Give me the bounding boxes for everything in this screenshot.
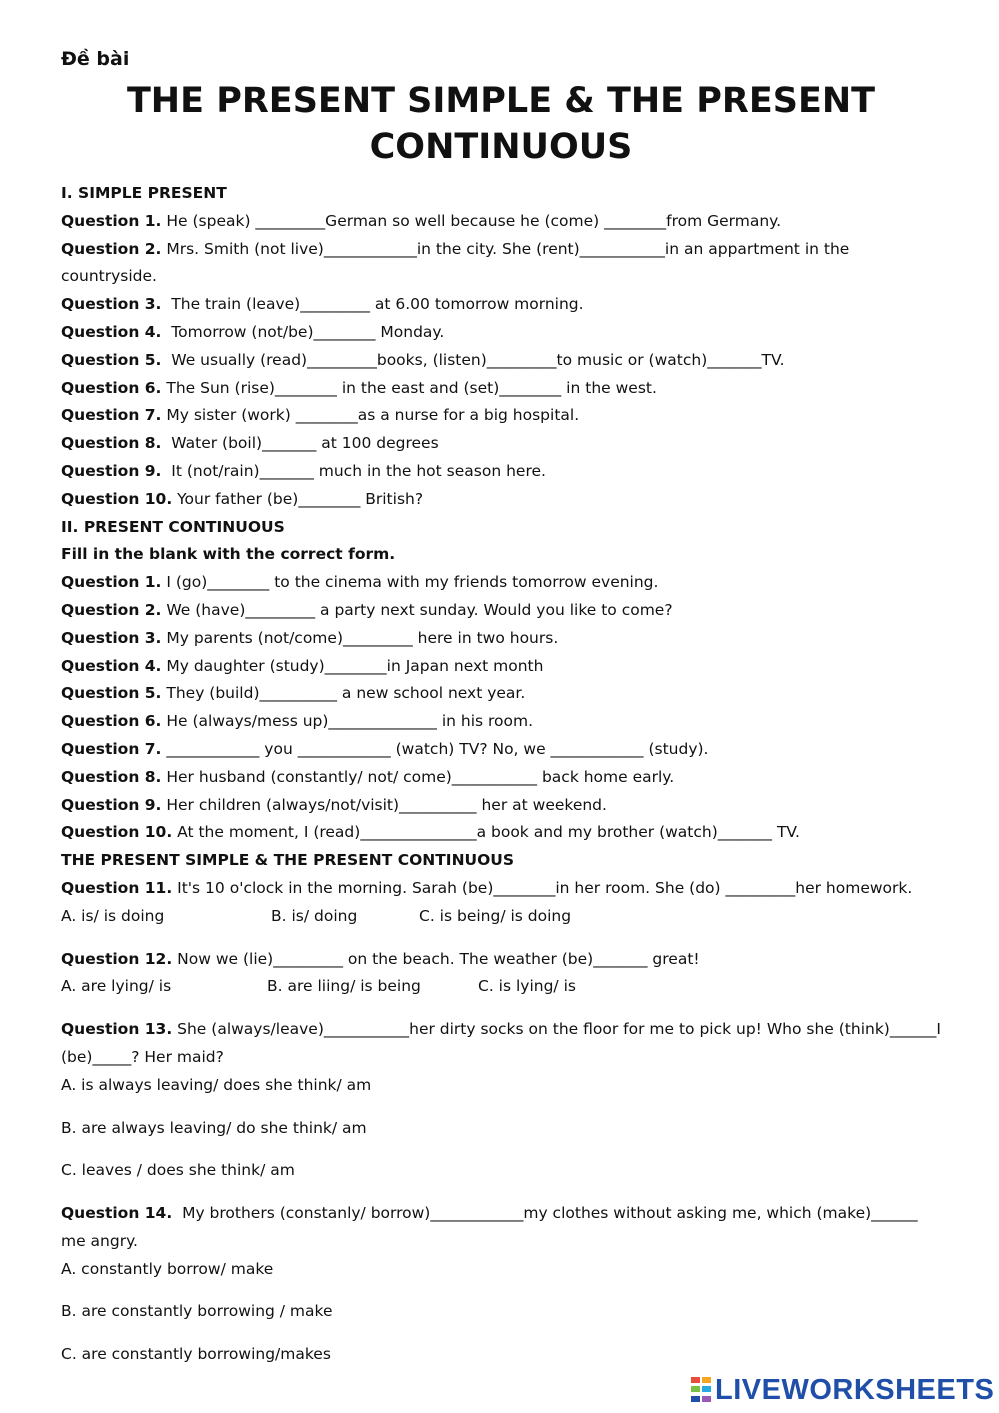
question-text: Her children (always/not/visit)__________ her at weekend.	[161, 795, 607, 814]
question-text: My daughter (study)________in Japan next month	[161, 656, 544, 675]
option-b[interactable]: B. are always leaving/ do she think/ am	[61, 1118, 367, 1137]
question-text: My parents (not/come)_________ here in two hours.	[161, 628, 559, 647]
question-number: Question 13.	[61, 1020, 173, 1039]
present-continuous-question-1	[61, 569, 941, 597]
question-text: Your father (be)________ British?	[172, 489, 424, 508]
option-c[interactable]: C. leaves / does she think/ am	[61, 1161, 295, 1180]
page-title: THE PRESENT SIMPLE & THE PRESENT CONTINUOUS	[126, 81, 876, 167]
question-text: My brothers (constanly/ borrow)____________my clothes without asking me, which (make)______ me angry.	[61, 1204, 923, 1250]
question-text: I (go)________ to the cinema with my friends tomorrow evening.	[161, 573, 659, 592]
question-number: Question 9.	[61, 795, 162, 814]
question-number: Question 10.	[61, 489, 173, 508]
question-number: Question 4.	[61, 322, 162, 341]
simple-present-question-9	[61, 458, 941, 486]
option-c[interactable]: C. is lying/ is	[478, 977, 576, 996]
question-number: Question 5.	[61, 684, 162, 703]
question-text: It (not/rain)_______ much in the hot season here.	[161, 461, 546, 480]
question-text: The Sun (rise)________ in the east and (set)________ in the west.	[161, 378, 657, 397]
simple-present-question-6	[61, 375, 941, 403]
option-a[interactable]: A. is always leaving/ does she think/ am	[61, 1075, 372, 1094]
question-text: Her husband (constantly/ not/ come)___________ back home early.	[161, 767, 675, 786]
worksheet-page	[61, 48, 946, 1384]
simple-present-question-4	[61, 319, 941, 347]
question-12	[61, 946, 941, 974]
simple-present-questions	[61, 208, 941, 514]
question-number: Question 6.	[61, 378, 162, 397]
simple-present-question-7	[61, 402, 941, 430]
question-text: It's 10 o'clock in the morning. Sarah (be)________in her room. She (do) _________her homework.	[172, 878, 913, 897]
question-12-options	[61, 973, 941, 1001]
question-number: Question 12.	[61, 949, 173, 968]
liveworksheets-logo-text: LIVEWORKSHEETS	[715, 1373, 995, 1406]
question-number: Question 9.	[61, 461, 162, 480]
simple-present-question-10	[61, 486, 941, 514]
question-text: We (have)_________ a party next sunday. Would you like to come?	[161, 600, 673, 619]
question-text: ____________ you ____________ (watch) TV? No, we ____________ (study).	[161, 739, 709, 758]
section-present-continuous: II. PRESENT CONTINUOUS	[61, 517, 285, 536]
question-text: We usually (read)_________books, (listen)_________to music or (watch)_______TV.	[161, 350, 785, 369]
present-continuous-question-3	[61, 625, 941, 653]
option-a[interactable]: A. are lying/ is	[61, 977, 172, 996]
present-continuous-question-2	[61, 597, 941, 625]
option-a[interactable]: A. constantly borrow/ make	[61, 1259, 274, 1278]
option-b[interactable]: B. are constantly borrowing / make	[61, 1302, 333, 1321]
question-text: He (always/mess up)______________ in his room.	[161, 712, 534, 731]
question-number: Question 3.	[61, 295, 162, 314]
present-continuous-question-6	[61, 708, 941, 736]
question-number: Question 11.	[61, 878, 173, 897]
option-c[interactable]: C. is being/ is doing	[419, 906, 572, 925]
simple-present-question-5	[61, 347, 941, 375]
question-text: Mrs. Smith (not live)____________in the city. She (rent)___________in an appartment in the countryside.	[61, 239, 855, 286]
question-number: Question 2.	[61, 239, 162, 258]
present-continuous-question-4	[61, 653, 941, 681]
option-a[interactable]: A. is/ is doing	[61, 906, 165, 925]
question-text: He (speak) _________German so well because he (come) ________from Germany.	[161, 211, 782, 230]
present-continuous-question-5	[61, 680, 941, 708]
present-continuous-question-7	[61, 736, 941, 764]
question-number: Question 2.	[61, 600, 162, 619]
present-continuous-question-9	[61, 792, 941, 820]
question-number: Question 5.	[61, 350, 162, 369]
question-text: The train (leave)_________ at 6.00 tomorrow morning.	[161, 295, 584, 314]
question-number: Question 7.	[61, 406, 162, 425]
question-number: Question 7.	[61, 739, 162, 758]
section-instruction: Fill in the blank with the correct form.	[61, 545, 396, 564]
option-b[interactable]: B. is/ doing	[271, 906, 358, 925]
question-number: Question 4.	[61, 656, 162, 675]
question-11-options	[61, 903, 941, 931]
question-number: Question 1.	[61, 211, 162, 230]
question-text: At the moment, I (read)_______________a book and my brother (watch)_______ TV.	[172, 823, 800, 842]
section-simple-present: I. SIMPLE PRESENT	[61, 184, 227, 202]
question-text: Tomorrow (not/be)________ Monday.	[161, 322, 445, 341]
question-text: Water (boil)_______ at 100 degrees	[161, 434, 439, 453]
question-11	[61, 875, 941, 903]
liveworksheets-logo-icon	[691, 1377, 711, 1403]
question-text: She (always/leave)___________her dirty socks on the floor for me to pick up! Who she (think)______I (be)_____? Her maid?	[61, 1020, 946, 1066]
present-continuous-questions	[61, 569, 941, 847]
question-number: Question 3.	[61, 628, 162, 647]
present-continuous-question-10	[61, 819, 941, 847]
section-mixed: THE PRESENT SIMPLE & THE PRESENT CONTINUOUS	[61, 851, 515, 870]
question-text: My sister (work) ________as a nurse for a big hospital.	[161, 406, 580, 425]
heading-de-bai: Đề bài	[61, 48, 130, 70]
question-text: They (build)__________ a new school next year.	[161, 684, 526, 703]
simple-present-question-1	[61, 208, 941, 236]
question-number: Question 1.	[61, 573, 162, 592]
question-13	[61, 1016, 946, 1072]
simple-present-question-3	[61, 291, 941, 319]
liveworksheets-logo	[691, 1373, 994, 1407]
question-number: Question 8.	[61, 767, 162, 786]
question-text: Now we (lie)_________ on the beach. The weather (be)_______ great!	[172, 949, 700, 968]
question-number: Question 6.	[61, 712, 162, 731]
simple-present-question-2	[61, 236, 941, 292]
option-b[interactable]: B. are liing/ is being	[267, 977, 421, 996]
question-14	[61, 1200, 941, 1256]
question-number: Question 8.	[61, 434, 162, 453]
simple-present-question-8	[61, 430, 941, 458]
option-c[interactable]: C. are constantly borrowing/makes	[61, 1345, 331, 1364]
present-continuous-question-8	[61, 764, 941, 792]
question-number: Question 10.	[61, 823, 173, 842]
question-number: Question 14.	[61, 1204, 173, 1223]
